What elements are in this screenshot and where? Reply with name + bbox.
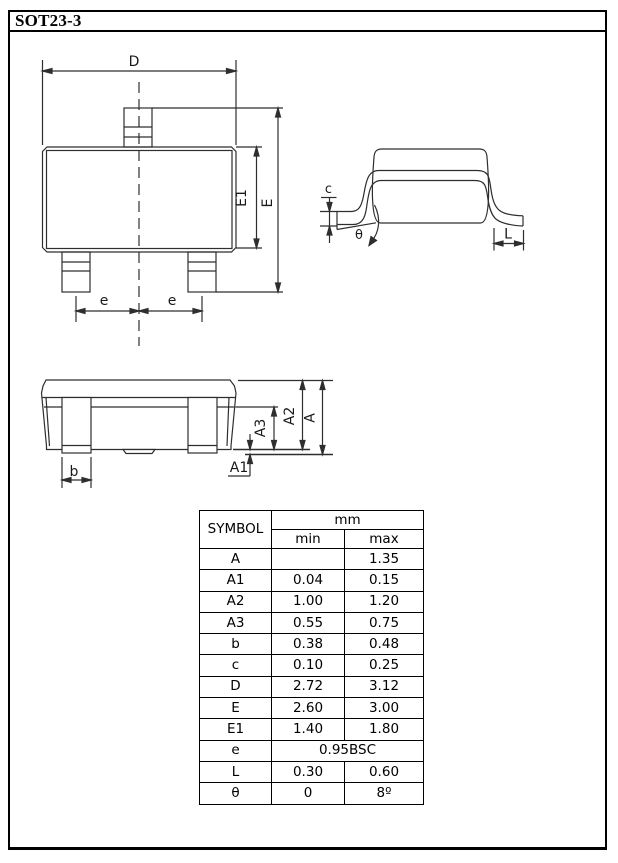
cell-max: 1.20: [345, 591, 424, 612]
cell-min: 1.40: [272, 719, 345, 740]
cell-symbol: E1: [200, 719, 272, 740]
cell-min: 0.55: [272, 612, 345, 633]
cell-min: 2.60: [272, 698, 345, 719]
table-row: [200, 676, 424, 697]
dim-label-L: L: [504, 226, 512, 243]
table-row: [200, 634, 424, 655]
cell-max: 0.75: [345, 612, 424, 633]
cell-symbol: A: [200, 549, 272, 570]
top-pin: [124, 108, 152, 147]
table-header-max: max: [345, 530, 424, 549]
cell-max: 0.48: [345, 634, 424, 655]
cell-min: [272, 549, 345, 570]
table-row: [200, 783, 424, 804]
middle-lead-tab: [123, 450, 155, 454]
cell-symbol: θ: [200, 783, 272, 804]
side-body-outline: [372, 149, 488, 223]
table-row: [200, 655, 424, 676]
dim-label-e-right: e: [167, 293, 177, 309]
dim-label-c: c: [324, 182, 333, 197]
cell-max: 0.15: [345, 570, 424, 591]
cell-min: 2.72: [272, 676, 345, 697]
table-header-unit: mm: [272, 511, 424, 530]
cell-symbol: A1: [200, 570, 272, 591]
page-title: SOT23-3: [15, 11, 82, 30]
cell-min: 0.30: [272, 761, 345, 782]
table-row: [200, 570, 424, 591]
body-inner-outline: [47, 151, 233, 249]
table-row: [200, 612, 424, 633]
cell-max: 3.00: [345, 698, 424, 719]
front-view-drawing: [42, 380, 334, 488]
dim-label-e-left: e: [99, 293, 109, 309]
cell-max: 1.80: [345, 719, 424, 740]
bottom-right-pin: [188, 252, 216, 292]
front-left-lead: [62, 398, 91, 454]
dimension-A: [320, 381, 325, 455]
lead-band: [337, 171, 523, 230]
table-row: [200, 549, 424, 570]
dim-label-A: A: [302, 413, 319, 423]
dim-label-A3: A3: [253, 418, 269, 438]
cell-min: 0.10: [272, 655, 345, 676]
dimension-c: [320, 198, 338, 244]
cell-symbol: A3: [200, 612, 272, 633]
dim-label-E1: E1: [234, 189, 250, 207]
cell-symbol: E: [200, 698, 272, 719]
dim-label-A2: A2: [282, 406, 298, 426]
cell-symbol: c: [200, 655, 272, 676]
dim-label-A1: A1: [229, 460, 249, 476]
table-row: [200, 761, 424, 782]
table-row: [200, 740, 424, 761]
table-row: [200, 719, 424, 740]
cell-symbol: D: [200, 676, 272, 697]
dim-label-b: b: [69, 464, 79, 480]
cell-max: 1.35: [345, 549, 424, 570]
cell-min: 0.38: [272, 634, 345, 655]
dimension-labels: [70, 54, 513, 480]
cell-min: 1.00: [272, 591, 345, 612]
bottom-left-pin: [62, 252, 90, 292]
dimension-A3: [272, 407, 277, 450]
table-header-symbol: SYMBOL: [200, 511, 272, 549]
table-row: [200, 591, 424, 612]
dim-label-E: E: [260, 198, 276, 208]
table-header-min: min: [272, 530, 345, 549]
cell-symbol: b: [200, 634, 272, 655]
front-right-lead: [188, 398, 217, 454]
cell-max: 3.12: [345, 676, 424, 697]
cell-max: 8º: [345, 783, 424, 804]
side-view-drawing: [320, 149, 524, 251]
dimension-table: [199, 510, 424, 805]
cell-max: 0.60: [345, 761, 424, 782]
cell-max: 0.25: [345, 655, 424, 676]
cell-symbol: L: [200, 761, 272, 782]
cell-min: 0: [272, 783, 345, 804]
dim-label-D: D: [128, 54, 140, 70]
cell-symbol: A2: [200, 591, 272, 612]
cell-symbol: e: [200, 740, 272, 761]
cell-span-value: 0.95BSC: [272, 740, 424, 761]
dim-label-theta: θ: [355, 228, 363, 243]
cell-min: 0.04: [272, 570, 345, 591]
table-row: [200, 698, 424, 719]
